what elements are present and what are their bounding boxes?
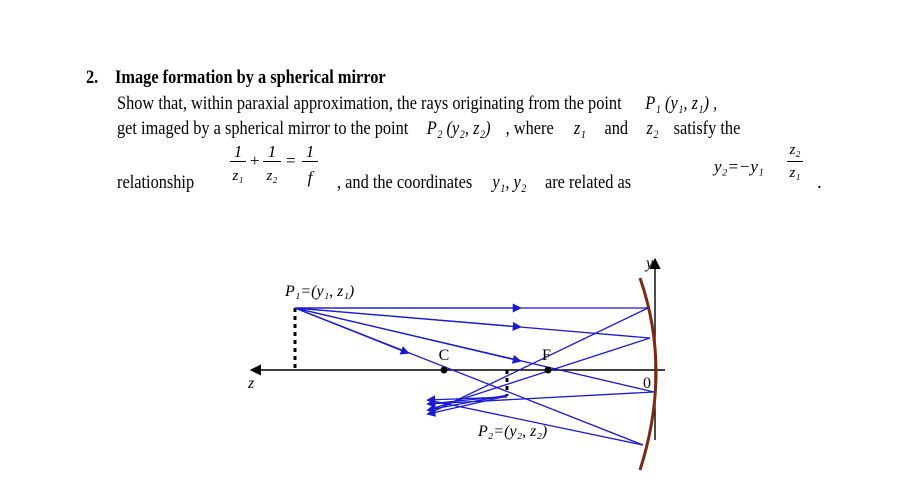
point1-notation: P₁ (y₁, z₁) , xyxy=(645,93,718,114)
rays xyxy=(295,308,654,445)
line1-text: Show that, within paraxial approximation, the rays originating from the point xyxy=(117,93,622,114)
frac-numerator: z₂ xyxy=(789,142,801,158)
label-y-axis: y xyxy=(646,255,654,272)
eq-equals: = xyxy=(286,151,296,170)
label-origin: 0 xyxy=(643,375,651,392)
z1-symbol: z₁ xyxy=(573,118,586,139)
frac-numerator: 1 xyxy=(305,142,315,161)
related-text: are related as xyxy=(544,172,632,193)
frac-denominator: z₂ xyxy=(266,168,278,184)
and-text: and xyxy=(604,118,629,139)
where-text: , where xyxy=(505,118,554,139)
frac-numerator: 1 xyxy=(267,142,277,161)
coords-text: , and the coordinates xyxy=(337,172,473,193)
y-relation-lhs: y₂=−y₁ xyxy=(714,157,764,176)
point2-notation: P₂ (y₂, z₂) xyxy=(426,118,491,139)
focal-point xyxy=(545,367,552,374)
center-of-curvature-point xyxy=(441,367,448,374)
problem-number: 2. xyxy=(86,67,99,88)
label-center: C xyxy=(438,347,450,364)
problem-title: Image formation by a spherical mirror xyxy=(115,67,386,88)
satisfy-text: satisfy the xyxy=(673,118,741,139)
frac-denominator: z₁ xyxy=(232,168,244,184)
y-pair: y₁, y₂ xyxy=(492,172,527,193)
relationship-label: relationship xyxy=(117,172,195,193)
label-z-axis: z xyxy=(248,375,255,392)
eq-plus: + xyxy=(250,151,260,170)
label-focus: F xyxy=(542,347,551,364)
label-p1: P₁=(y₁, z₁) xyxy=(285,283,355,300)
z2-symbol: z₂ xyxy=(646,118,659,139)
frac-denominator: f xyxy=(307,168,313,187)
line2-text: get imaged by a spherical mirror to the point xyxy=(117,118,409,139)
label-p2: P₂=(y₂, z₂) xyxy=(478,423,548,440)
period: . xyxy=(817,172,822,193)
spherical-mirror xyxy=(640,278,656,470)
frac-numerator: 1 xyxy=(233,142,243,161)
frac-denominator: z₁ xyxy=(789,165,801,181)
